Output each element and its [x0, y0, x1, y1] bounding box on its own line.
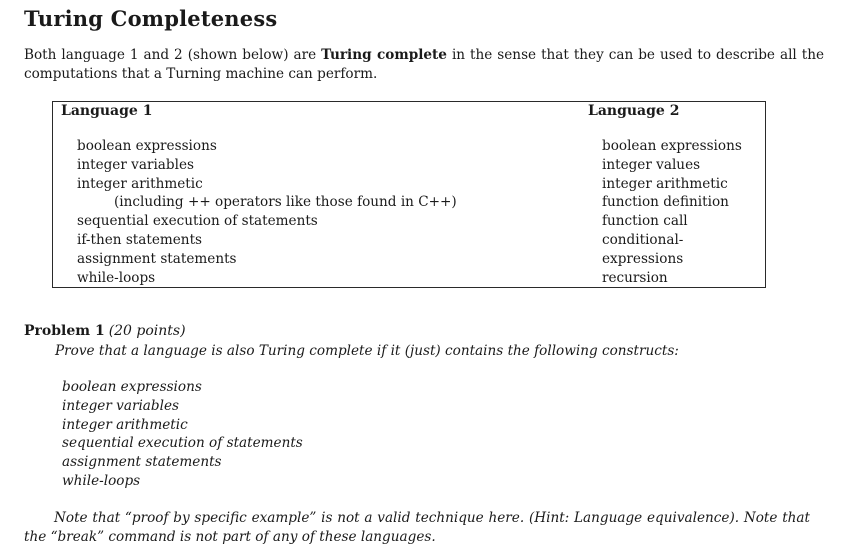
problem-label: Problem 1: [24, 323, 105, 339]
language-2-item: conditional-expressions: [602, 231, 684, 267]
intro-text-before: Both language 1 and 2 (shown below) are: [24, 47, 322, 63]
intro-bold-term: Turing complete: [321, 47, 447, 63]
problem-heading: [24, 322, 186, 341]
language-2-item: function call: [602, 213, 688, 230]
language-2-item: boolean expressions: [602, 138, 742, 154]
problem-note: Note that “proof by specific example” is not a valid technique here. (Hint: Language equivalence). Note that the “break” command is not part of any of these languages.: [24, 510, 810, 545]
construct-item: integer arithmetic: [62, 416, 188, 433]
intro-paragraph: [24, 46, 824, 84]
problem-points: (20 points): [108, 323, 186, 339]
construct-item: sequential execution of statements: [62, 435, 303, 452]
language-1-column: [61, 102, 501, 287]
language-2-list: [602, 137, 764, 287]
intro-text-after: in the sense that they can be used to describe all the computations that a Turning machine can perform.: [24, 47, 825, 82]
language-1-item-note: (including ++ operators like those found in C++): [114, 194, 457, 211]
language-2-item: integer values: [602, 156, 701, 173]
construct-item: boolean expressions: [62, 379, 202, 395]
language-2-heading: Language 2: [588, 103, 680, 119]
construct-item: integer variables: [62, 397, 179, 414]
construct-item: while-loops: [62, 472, 141, 489]
language-1-list: [77, 137, 501, 287]
language-2-column: [588, 102, 764, 287]
problem-statement: Prove that a language is also Turing complete if it (just) contains the following constructs:: [55, 343, 679, 359]
language-1-item: integer variables: [77, 156, 194, 173]
page-title: Turing Completeness: [24, 6, 278, 31]
construct-list: [62, 378, 303, 491]
language-2-item: integer arithmetic: [602, 175, 728, 192]
language-1-item: boolean expressions: [77, 138, 217, 154]
language-2-item: function definition: [602, 194, 729, 211]
language-comparison-table: [52, 101, 766, 288]
language-1-item: assignment statements: [77, 250, 237, 267]
language-1-item: integer arithmetic: [77, 175, 203, 192]
language-1-item: if-then statements: [77, 231, 203, 248]
language-1-item: while-loops: [77, 269, 156, 286]
language-2-item: recursion: [602, 269, 668, 286]
construct-item: assignment statements: [62, 454, 222, 471]
language-1-item: sequential execution of statements: [77, 213, 318, 230]
language-1-heading: Language 1: [61, 103, 153, 119]
